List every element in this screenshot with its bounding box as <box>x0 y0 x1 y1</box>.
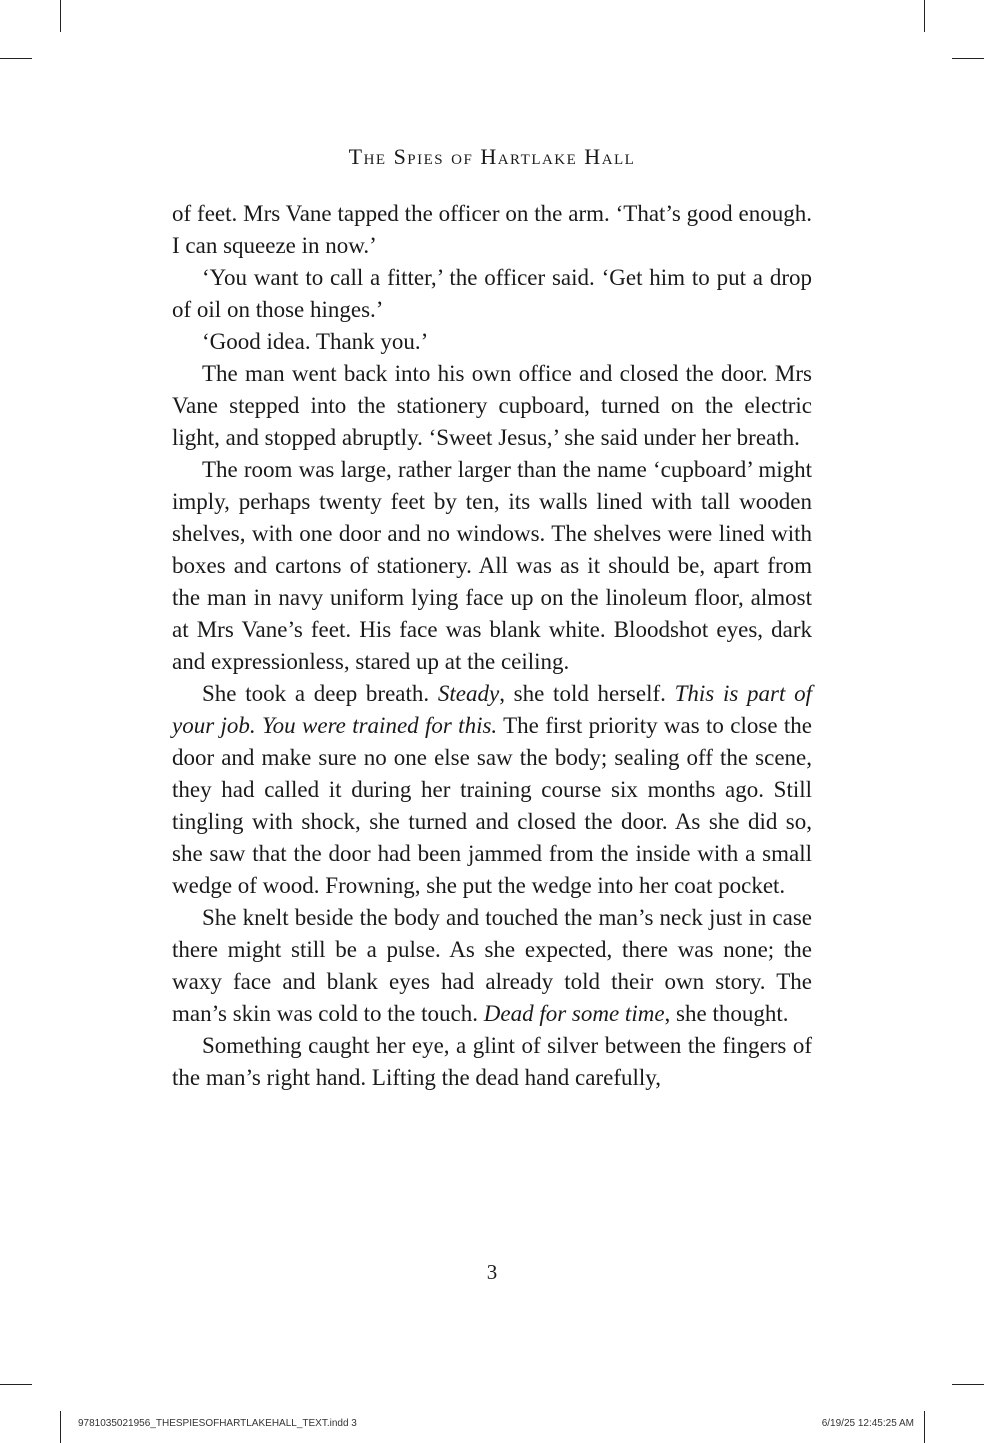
italic-text: Steady <box>437 681 500 706</box>
paragraph <box>172 1030 812 1094</box>
italic-text: Dead for some time <box>483 1001 665 1026</box>
italic-text: This is part of your job. You were trained for this. <box>172 681 812 738</box>
crop-mark-top-left-h <box>0 58 32 59</box>
paragraph <box>172 902 812 1030</box>
text-run: , she thought. <box>664 1001 789 1026</box>
text-run: ‘You want to call a fitter,’ the officer said. ‘Get him to put a drop of oil on those hinges.’ <box>172 265 812 322</box>
paragraph <box>172 326 812 358</box>
crop-mark-bottom-right <box>924 1411 925 1443</box>
text-run: , she told herself. <box>499 681 675 706</box>
text-run: Something caught her eye, a glint of silver between the fingers of the man’s right hand. Lifting the dead hand carefully, <box>172 1033 812 1090</box>
crop-mark-top-right <box>924 0 925 32</box>
crop-mark-bottom-left <box>60 1411 61 1443</box>
slug-file-info: 9781035021956_THESPIESOFHARTLAKEHALL_TEXT.indd 3 <box>78 1418 357 1429</box>
paragraph <box>172 678 812 902</box>
text-run: ‘Good idea. Thank you.’ <box>202 329 429 354</box>
text-run: The man went back into his own office and closed the door. Mrs Vane stepped into the stationery cupboard, turned on the electric light, and stopped abruptly. ‘Sweet Jesus,’ she said under her breath. <box>172 361 812 450</box>
text-run: The first priority was to close the door and make sure no one else saw the body; sealing off the scene, they had called it during her training course six months ago. Still tingling with shock, she turned and closed the door. As she did so, she saw that the door had been jammed from the inside with a small wedge of wood. Frowning, she put the wedge into her coat pocket. <box>172 713 812 898</box>
body-text <box>172 198 812 1094</box>
text-run: of feet. Mrs Vane tapped the officer on the arm. ‘That’s good enough. I can squeeze in now.’ <box>172 201 812 258</box>
paragraph <box>172 454 812 678</box>
slug-timestamp: 6/19/25 12:45:25 AM <box>821 1418 914 1429</box>
page-number: 3 <box>486 1260 498 1284</box>
crop-mark-bottom-right-h <box>952 1384 984 1385</box>
paragraph <box>172 262 812 326</box>
crop-mark-top-right-h <box>952 58 984 59</box>
running-head: The Spies of Hartlake Hall <box>348 144 636 169</box>
text-run: She took a deep breath. <box>202 681 438 706</box>
crop-mark-bottom-left-h <box>0 1384 32 1385</box>
crop-mark-top-left <box>60 0 61 32</box>
text-run: The room was large, rather larger than the name ‘cupboard’ might imply, perhaps twenty feet by ten, its walls lined with tall wooden shelves, with one door and no windows. The shelves were lined with boxes and cartons of stationery. All was as it should be, apart from the man in navy uniform lying face up on the linoleum floor, almost at Mrs Vane’s feet. His face was blank white. Bloodshot eyes, dark and expressionless, stared up at the ceiling. <box>172 457 812 674</box>
paragraph <box>172 358 812 454</box>
text-run: She knelt beside the body and touched the man’s neck just in case there might still be a pulse. As she expected, there was none; the waxy face and blank eyes had already told their own story. The man’s skin was cold to the touch. <box>172 905 812 1026</box>
paragraph <box>172 198 812 262</box>
